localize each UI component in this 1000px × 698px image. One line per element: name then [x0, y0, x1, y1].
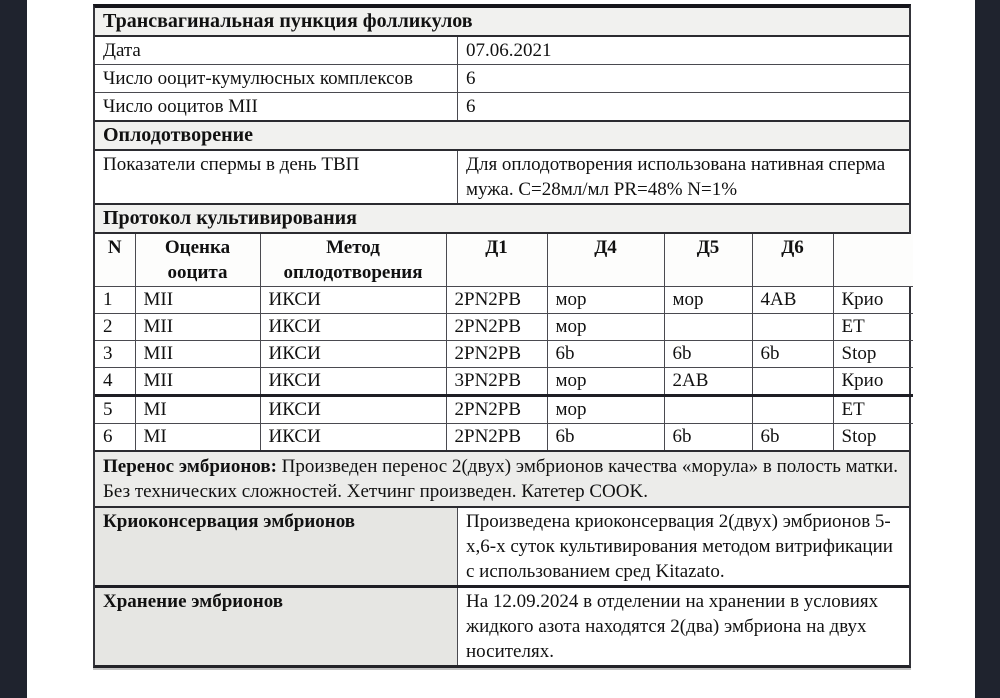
cell: 2AB	[664, 368, 752, 396]
cell: ИКСИ	[260, 314, 446, 341]
cell: ИКСИ	[260, 396, 446, 424]
cell: 2PN2PB	[446, 287, 547, 314]
cell: 6b	[752, 341, 833, 368]
cell: Крио	[833, 287, 913, 314]
cell: мор	[664, 287, 752, 314]
embryo-transfer-label: Перенос эмбрионов:	[103, 456, 277, 477]
row-label-occ-count: Число ооцит-кумулюсных комплексов	[95, 65, 458, 93]
table-row	[95, 587, 909, 666]
section-header-protocol: Протокол культивирования	[95, 203, 909, 234]
col-header-d1: Д1	[446, 234, 547, 287]
cell: 4	[95, 368, 135, 396]
cell: 6b	[547, 424, 664, 451]
cell: 6b	[752, 424, 833, 451]
row-value-cryopreservation: Произведена криоконсервация 2(двух) эмбрионов 5-х,6-х суток культивирования методом витрификации с использованием сред Kitazato.	[458, 508, 910, 587]
cell	[664, 396, 752, 424]
cell: ИКСИ	[260, 368, 446, 396]
cell: ИКСИ	[260, 341, 446, 368]
cryo-storage-table	[95, 508, 909, 665]
cell: 6b	[547, 341, 664, 368]
col-header-outcome	[833, 234, 913, 287]
cell: 2PN2PB	[446, 314, 547, 341]
protocol-row-5	[95, 396, 913, 424]
cell: Stop	[833, 341, 913, 368]
table-row	[95, 508, 909, 587]
cell: ET	[833, 396, 913, 424]
cell: 2	[95, 314, 135, 341]
cell: 6b	[664, 341, 752, 368]
cell: мор	[547, 368, 664, 396]
cell: 3PN2PB	[446, 368, 547, 396]
embryo-transfer-note	[95, 450, 909, 508]
cell	[664, 314, 752, 341]
cell: Stop	[833, 424, 913, 451]
protocol-row-2	[95, 314, 913, 341]
cell: ET	[833, 314, 913, 341]
cell: мор	[547, 396, 664, 424]
cell: 2PN2PB	[446, 396, 547, 424]
embryo-transfer-text: Произведен перенос 2(двух) эмбрионов качества «морула» в полость матки. Без технических сложностей. Хетчинг произведен. Катетер COOK.	[103, 456, 898, 502]
cell	[752, 314, 833, 341]
cell: 2PN2PB	[446, 341, 547, 368]
col-header-n: N	[95, 234, 135, 287]
row-label-sperm: Показатели спермы в день ТВП	[95, 151, 458, 203]
medical-protocol-table	[93, 4, 911, 668]
table-row	[95, 93, 909, 121]
document-page	[27, 0, 975, 698]
cell: MII	[135, 314, 260, 341]
table-row	[95, 65, 909, 93]
row-label-cryopreservation: Криоконсервация эмбрионов	[95, 508, 458, 587]
row-value-mii-count: 6	[458, 93, 910, 121]
row-value-storage: На 12.09.2024 в отделении на хранении в условиях жидкого азота находятся 2(два) эмбриона на двух носителях.	[458, 587, 910, 666]
cell: 5	[95, 396, 135, 424]
cell: MII	[135, 287, 260, 314]
col-header-d5: Д5	[664, 234, 752, 287]
row-value-sperm: Для оплодотворения использована нативная сперма мужа. C=28мл/мл PR=48% N=1%	[458, 151, 910, 203]
cell: ИКСИ	[260, 287, 446, 314]
fertilization-table	[95, 151, 909, 203]
protocol-row-6	[95, 424, 913, 451]
row-value-date: 07.06.2021	[458, 37, 910, 65]
cell: 6b	[664, 424, 752, 451]
cell: MII	[135, 341, 260, 368]
cell: мор	[547, 314, 664, 341]
col-header-oocyte: Оценка ооцита	[135, 234, 260, 287]
cell: MI	[135, 424, 260, 451]
cell: мор	[547, 287, 664, 314]
right-dark-strip	[975, 0, 1000, 698]
table-row	[95, 151, 909, 203]
row-label-mii-count: Число ооцитов MII	[95, 93, 458, 121]
row-value-occ-count: 6	[458, 65, 910, 93]
row-label-storage: Хранение эмбрионов	[95, 587, 458, 666]
cell: 2PN2PB	[446, 424, 547, 451]
protocol-row-1	[95, 287, 913, 314]
col-header-d6: Д6	[752, 234, 833, 287]
puncture-table	[95, 37, 909, 120]
protocol-row-4	[95, 368, 913, 396]
section-header-fertilization: Оплодотворение	[95, 120, 909, 151]
protocol-header-row	[95, 234, 913, 287]
cell: 1	[95, 287, 135, 314]
cell: 4AB	[752, 287, 833, 314]
left-dark-strip	[0, 0, 27, 698]
table-row	[95, 37, 909, 65]
cell: MI	[135, 396, 260, 424]
section-header-puncture: Трансвагинальная пункция фолликулов	[95, 8, 909, 37]
cell	[752, 396, 833, 424]
cell: ИКСИ	[260, 424, 446, 451]
protocol-row-3	[95, 341, 913, 368]
row-label-date: Дата	[95, 37, 458, 65]
cell	[752, 368, 833, 396]
col-header-d4: Д4	[547, 234, 664, 287]
cell: 6	[95, 424, 135, 451]
cell: MII	[135, 368, 260, 396]
cell: 3	[95, 341, 135, 368]
cultivation-protocol-table	[95, 234, 913, 450]
cell: Крио	[833, 368, 913, 396]
col-header-method: Метод оплодотворения	[260, 234, 446, 287]
